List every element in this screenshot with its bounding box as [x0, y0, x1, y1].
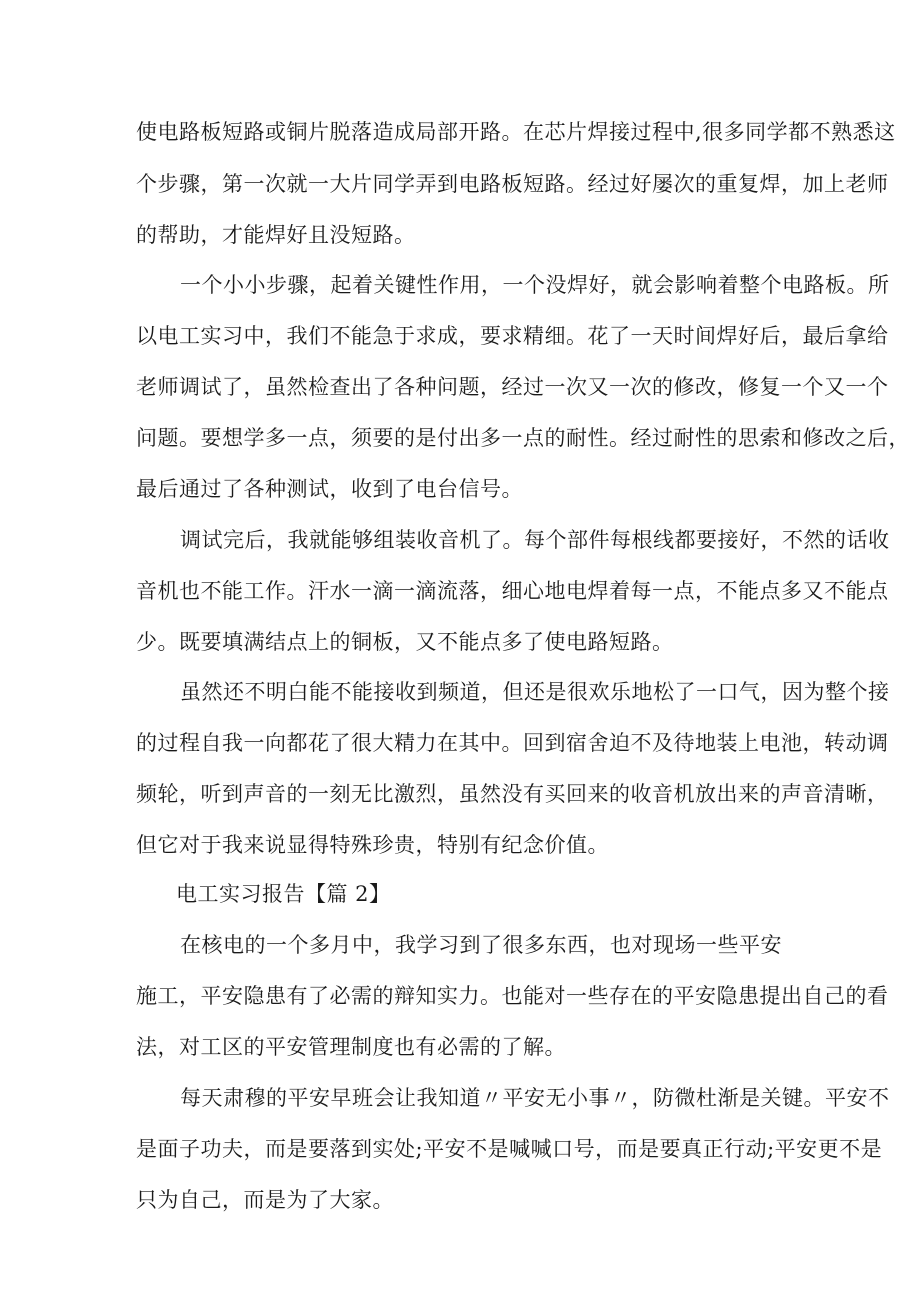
paragraph-2-line-5: 最后通过了各种测试，收到了电台信号。	[136, 477, 523, 501]
paragraph-1-line-1: 使电路板短路或铜片脱落造成局部开路。在芯片焊接过程中,很多同学都不熟悉这	[136, 120, 896, 144]
paragraph-2-line-3: 老师调试了，虽然检查出了各种问题，经过一次又一次的修改，修复一个又一个	[136, 375, 889, 399]
paragraph-5-line-2: 施工，平安隐患有了必需的辩知实力。也能对一些存在的平安隐患提出自己的看	[136, 984, 889, 1008]
paragraph-1-line-3: 的帮助，才能焊好且没短路。	[136, 223, 416, 247]
paragraph-4-line-2: 的过程自我一向都花了很大精力在其中。回到宿舍迫不及待地装上电池，转动调	[136, 731, 889, 755]
paragraph-2-line-4: 问题。要想学多一点，须要的是付出多一点的耐性。经过耐性的思索和修改之后，	[136, 426, 910, 450]
paragraph-1-line-2: 个步骤，第一次就一大片同学弄到电路板短路。经过好屡次的重复焊，加上老师	[136, 172, 889, 196]
paragraph-3-line-1: 调试完后，我就能够组装收音机了。每个部件每根线都要接好，不然的话收	[180, 528, 890, 552]
paragraph-3-line-2: 音机也不能工作。汗水一滴一滴流落，细心地电焊着每一点，不能点多又不能点	[136, 579, 889, 603]
paragraph-4-line-1: 虽然还不明白能不能接收到频道，但还是很欢乐地松了一口气，因为整个接	[180, 680, 890, 704]
paragraph-6-line-1: 每天肃穆的平安早班会让我知道〃平安无小事〃，防微杜渐是关键。平安不	[180, 1086, 890, 1110]
paragraph-5-line-1: 在核电的一个多月中，我学习到了很多东西，也对现场一些平安	[180, 933, 782, 957]
paragraph-5-line-3: 法，对工区的平安管理制度也有必需的了解。	[136, 1035, 566, 1059]
paragraph-4-line-4: 但它对于我来说显得特殊珍贵，特别有纪念价值。	[136, 833, 609, 857]
paragraph-3-line-3: 少。既要填满结点上的铜板，又不能点多了使电路短路。	[136, 630, 674, 654]
paragraph-6-line-2: 是面子功夫，而是要落到实处;平安不是喊喊口号，而是要真正行动;平安更不是	[136, 1137, 883, 1161]
paragraph-2-line-2: 以电工实习中，我们不能急于求成，要求精细。花了一天时间焊好后，最后拿给	[136, 324, 889, 348]
paragraph-2-line-1: 一个小小步骤，起着关键性作用，一个没焊好，就会影响着整个电路板。所	[180, 273, 890, 297]
paragraph-4-line-3: 频轮，听到声音的一刻无比激烈，虽然没有买回来的收音机放出来的声音清晰，	[136, 782, 889, 806]
paragraph-6-line-3: 只为自己，而是为了大家。	[136, 1188, 394, 1212]
section-heading: 电工实习报告【篇 2】	[176, 882, 391, 906]
